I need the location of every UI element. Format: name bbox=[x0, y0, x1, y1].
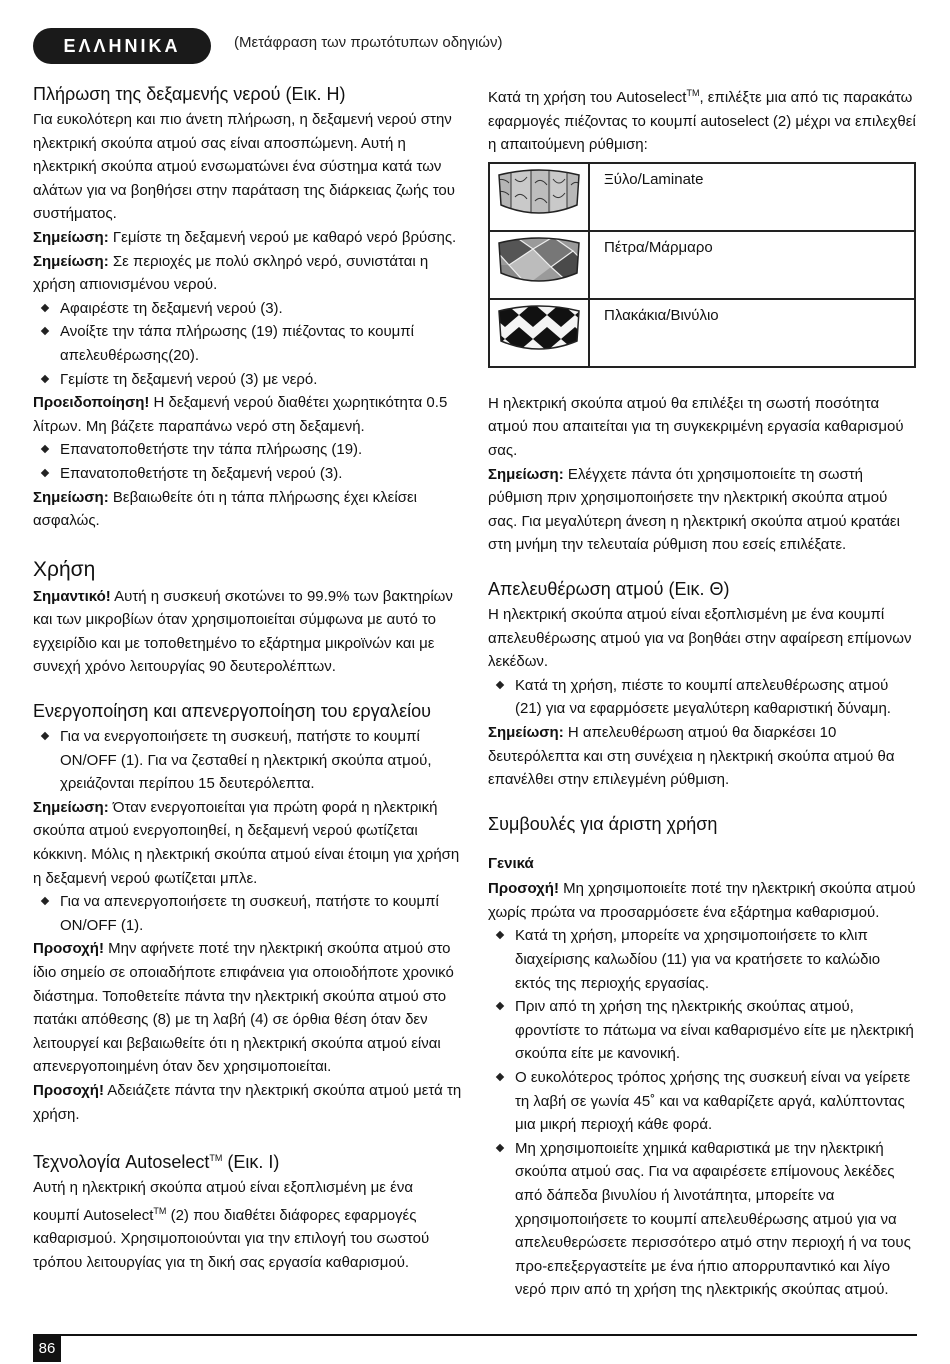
warning-label: Προειδοποίηση! bbox=[33, 394, 150, 412]
body-text: (2) που διαθέτει διάφορες εφαρμογές καθαρισμού. Χρησιμοποιούνται για την επιλογή του σωστού τρόπου λειτουργίας για τη δική σας εργασία καθαρισμού. bbox=[33, 1206, 430, 1271]
note-text: Ελέγχετε πάντα ότι χρησιμοποιείτε τη σωστή ρύθμιση πριν χρησιμοποιήσετε την ηλεκτρική σκούπα ατμού σας. Για μεγαλύτερη άνεση η ηλεκτρική σκούπα ατμού κρατάει στη μνήμη την τελευταία ρύθμιση που εσείς επιλέξατε. bbox=[488, 465, 900, 554]
table-row bbox=[489, 299, 915, 367]
list-item: Ο ευκολότερος τρόπος χρήσης της συσκευή είναι να γείρετε τη λαβή σε γωνία 45˚ και να καθαρίζετε αργά, καλύπτοντας μια μικρή περιοχή κάθε φορά. bbox=[488, 1066, 918, 1137]
tile-floor-label: Πλακάκια/Βινύλιο bbox=[589, 299, 915, 367]
note-label: Σημείωση: bbox=[488, 723, 564, 741]
right-column bbox=[488, 82, 918, 1302]
refit-steps-list bbox=[33, 438, 463, 485]
tips-list bbox=[488, 924, 918, 1302]
note-label: Σημείωση: bbox=[33, 228, 109, 246]
caution-text: Μην αφήνετε ποτέ την ηλεκτρική σκούπα ατμού στο ίδιο σημείο σε οποιαδήποτε επιφάνεια για οποιοδήποτε χρονικό διάστημα. Τοποθετείτε πάντα την ηλεκτρική σκούπα ατμού στο πατάκι απόθεσης (8) με τη λαβή (4) σε όρθια θέση όταν δεν λειτουργεί και βεβαιωθείτε ότι η ηλεκτρική σκούπα ατμού είναι απενεργοποιημένη όταν δεν χρησιμοποιείται. bbox=[33, 940, 454, 1076]
onoff-note bbox=[33, 796, 463, 890]
autoselect-intro bbox=[33, 1176, 463, 1274]
page-number: 86 bbox=[33, 1336, 61, 1362]
note-text: Γεμίστε τη δεξαμενή νερού με καθαρό νερό βρύσης. bbox=[108, 228, 457, 246]
body-text: , επιλέξτε μια από τις παρακάτω εφαρμογές πιέζοντας το κουμπί autoselect (2) μέχρι να επιλεχθεί η απαιτούμενη ρύθμιση: bbox=[488, 89, 916, 154]
important-label: Σημαντικό! bbox=[33, 587, 111, 605]
steam-amount-text: Η ηλεκτρική σκούπα ατμού θα επιλέξει τη σωστή ποσότητα ατμού που απαιτείται για τη συγκεκριμένη εργασία καθαρισμού σας. bbox=[488, 394, 904, 459]
use-important bbox=[33, 585, 463, 679]
table-row bbox=[489, 231, 915, 299]
fill-steps-list bbox=[33, 297, 463, 391]
list-item: Μη χρησιμοποιείτε χημικά καθαριστικά με την ηλεκτρική σκούπα ατμού σας. Για να αφαιρέσετε επίμονους λεκέδες από δάπεδα βινυλίου ή λινοτάπητα, μπορείτε να χρησιμοποιήσετε το κουμπί απελευθέρωσης ατμού για να απελευθερώσετε περισσότερο ατμό στην περιοχή ή να τους προ-επεξεργαστείτε με ένα ήπιο απορρυπαντικό και λίγο νερό πριν από τη χρήση της ηλεκτρικής σκούπας ατμού. bbox=[488, 1137, 918, 1302]
language-badge: ΕΛΛΗΝΙΚΑ bbox=[33, 28, 211, 64]
tips-subheading: Γενικά bbox=[488, 854, 534, 872]
caution-label: Προσοχή! bbox=[33, 940, 104, 958]
onoff-heading: Ενεργοποίηση και απενεργοποίηση του εργαλείου bbox=[33, 701, 431, 722]
steam-release-note bbox=[488, 721, 918, 792]
list-item: Ανοίξτε την τάπα πλήρωσης (19) πιέζοντας το κουμπί απελευθέρωσης(20). bbox=[33, 320, 463, 367]
translation-note: (Μετάφραση των πρωτότυπων οδηγιών) bbox=[234, 34, 503, 51]
tips-caution bbox=[488, 877, 918, 924]
fill-intro: Για ευκολότερη και πιο άνετη πλήρωση, η δεξαμενή νερού στην ηλεκτρική σκούπα ατμού σας είναι αποσπώμενη. Αυτή η ηλεκτρική σκούπα ατμού ενσωματώνει ένα σύστημα κατά των αλάτων για να βοηθήσει στην παράταση της διάρκειας ζωής του συστήματος. bbox=[33, 111, 455, 223]
caution-text: Αδειάζετε πάντα την ηλεκτρική σκούπα ατμού μετά τη χρήση. bbox=[33, 1081, 462, 1123]
onoff-list-2 bbox=[33, 890, 463, 937]
caution-text: Μη χρησιμοποιείτε ποτέ την ηλεκτρική σκούπα ατμού χωρίς πρώτα να προσαρμόσετε ένα εξάρτημα καθαρισμού. bbox=[488, 880, 916, 921]
footer-rule bbox=[33, 1334, 917, 1336]
use-heading: Χρήση bbox=[33, 557, 96, 581]
left-column bbox=[33, 82, 463, 1275]
onoff-list-1 bbox=[33, 725, 463, 796]
note-label: Σημείωση: bbox=[488, 465, 564, 483]
list-item: Κατά τη χρήση, πιέστε το κουμπί απελευθέρωσης ατμού (21) για να εφαρμόσετε μεγαλύτερη καθαριστική δύναμη. bbox=[488, 674, 918, 721]
tips-heading: Συμβουλές για άριστη χρήση bbox=[488, 813, 718, 834]
caution-label: Προσοχή! bbox=[488, 880, 559, 898]
fill-warning bbox=[33, 391, 463, 438]
trademark: TM bbox=[686, 88, 700, 98]
note-text: Όταν ενεργοποιείται για πρώτη φορά η ηλεκτρική σκούπα ατμού ενεργοποιηθεί, η δεξαμενή νερού φωτίζεται κόκκινη. Μόλις η ηλεκτρική σκούπα ατμού είναι έτοιμη για χρήση η δεξαμενή νερού φωτίζεται μπλε. bbox=[33, 798, 460, 887]
autoselect-usage bbox=[488, 82, 918, 157]
floor-type-table bbox=[488, 162, 916, 368]
trademark: TM bbox=[209, 1153, 223, 1164]
stone-floor-cell bbox=[489, 231, 589, 299]
steam-release-intro: Η ηλεκτρική σκούπα ατμού είναι εξοπλισμένη με ένα κουμπί απελευθέρωσης ατμού για να βοηθάει στην αφαίρεση επίμονων λεκέδων. bbox=[488, 605, 912, 671]
stone-floor-icon bbox=[491, 235, 587, 287]
list-item: Αφαιρέστε τη δεξαμενή νερού (3). bbox=[33, 297, 463, 321]
important-text: Αυτή η συσκευή σκοτώνει το 99.9% των βακτηρίων και των μικροβίων όταν χρησιμοποιείται σύμφωνα με αυτό το εγχειρίδιο και με τοποθετημένο το εξάρτημα μικροϊνών και με συνεχή χρόνο λειτουργίας 90 δευτερολέπτων. bbox=[33, 587, 453, 676]
steam-release-list bbox=[488, 674, 918, 721]
onoff-caution-1 bbox=[33, 937, 463, 1079]
note-label: Σημείωση: bbox=[33, 252, 109, 270]
caution-label: Προσοχή! bbox=[33, 1081, 104, 1099]
steam-release-heading: Απελευθέρωση ατμού (Εικ. Θ) bbox=[488, 578, 730, 599]
list-item: Για να απενεργοποιήσετε τη συσκευή, πατήστε το κουμπί ON/OFF (1). bbox=[33, 890, 463, 937]
stone-floor-label: Πέτρα/Μάρμαρο bbox=[589, 231, 915, 299]
body-text: Κατά τη χρήση του Autoselect bbox=[488, 89, 687, 106]
wood-floor-icon bbox=[491, 167, 587, 219]
list-item: Για να ενεργοποιήσετε τη συσκευή, πατήστε το κουμπί ON/OFF (1). Για να ζεσταθεί η ηλεκτρική σκούπα ατμού, χρειάζονται περίπου 15 δευτερόλεπτα. bbox=[33, 725, 463, 796]
note-text: Σε περιοχές με πολύ σκληρό νερό, συνιστάται η χρήση απιονισμένου νερού. bbox=[33, 252, 429, 294]
heading-text: Τεχνολογία Autoselect bbox=[33, 1152, 210, 1173]
fill-note-3 bbox=[33, 486, 463, 533]
list-item: Επανατοποθετήστε την τάπα πλήρωσης (19). bbox=[33, 438, 463, 462]
table-row bbox=[489, 163, 915, 231]
fill-note-2 bbox=[33, 250, 463, 297]
note-text: Η απελευθέρωση ατμού θα διαρκέσει 10 δευτερόλεπτα και στη συνέχεια η ηλεκτρική σκούπα ατμού θα επανέλθει στην επιλεγμένη ρύθμιση. bbox=[488, 723, 895, 789]
warning-text: Η δεξαμενή νερού διαθέτει χωρητικότητα 0.5 λίτρων. Μη βάζετε παραπάνω νερό στη δεξαμενή. bbox=[33, 394, 448, 435]
wood-floor-cell bbox=[489, 163, 589, 231]
body-text: Αυτή η ηλεκτρική σκούπα ατμού είναι εξοπλισμένη με ένα κουμπί Autoselect bbox=[33, 1179, 413, 1224]
tile-floor-cell bbox=[489, 299, 589, 367]
list-item: Κατά τη χρήση, μπορείτε να χρησιμοποιήσετε το κλιπ διαχείρισης καλωδίου (11) για να κρατήσετε το καλώδιο εκτός της περιοχής εργασίας. bbox=[488, 924, 918, 995]
note-text: Βεβαιωθείτε ότι η τάπα πλήρωσης έχει κλείσει ασφαλώς. bbox=[33, 488, 417, 530]
tile-floor-icon bbox=[491, 303, 587, 355]
list-item: Επανατοποθετήστε τη δεξαμενή νερού (3). bbox=[33, 462, 463, 486]
note-label: Σημείωση: bbox=[33, 798, 109, 816]
fill-note-1 bbox=[33, 226, 463, 250]
heading-text: (Εικ. I) bbox=[222, 1152, 280, 1173]
trademark: TM bbox=[153, 1205, 167, 1216]
autoselect-note bbox=[488, 463, 918, 557]
note-label: Σημείωση: bbox=[33, 488, 109, 506]
onoff-caution-2 bbox=[33, 1079, 463, 1126]
list-item: Πριν από τη χρήση της ηλεκτρικής σκούπας ατμού, φροντίστε το πάτωμα να είναι καθαρισμένο είτε με ηλεκτρική σκούπα είτε με κανονική. bbox=[488, 995, 918, 1066]
autoselect-heading bbox=[33, 1146, 463, 1174]
wood-floor-label: Ξύλο/Laminate bbox=[589, 163, 915, 231]
fill-tank-heading: Πλήρωση της δεξαμενής νερού (Εικ. Η) bbox=[33, 84, 346, 104]
list-item: Γεμίστε τη δεξαμενή νερού (3) με νερό. bbox=[33, 368, 463, 392]
